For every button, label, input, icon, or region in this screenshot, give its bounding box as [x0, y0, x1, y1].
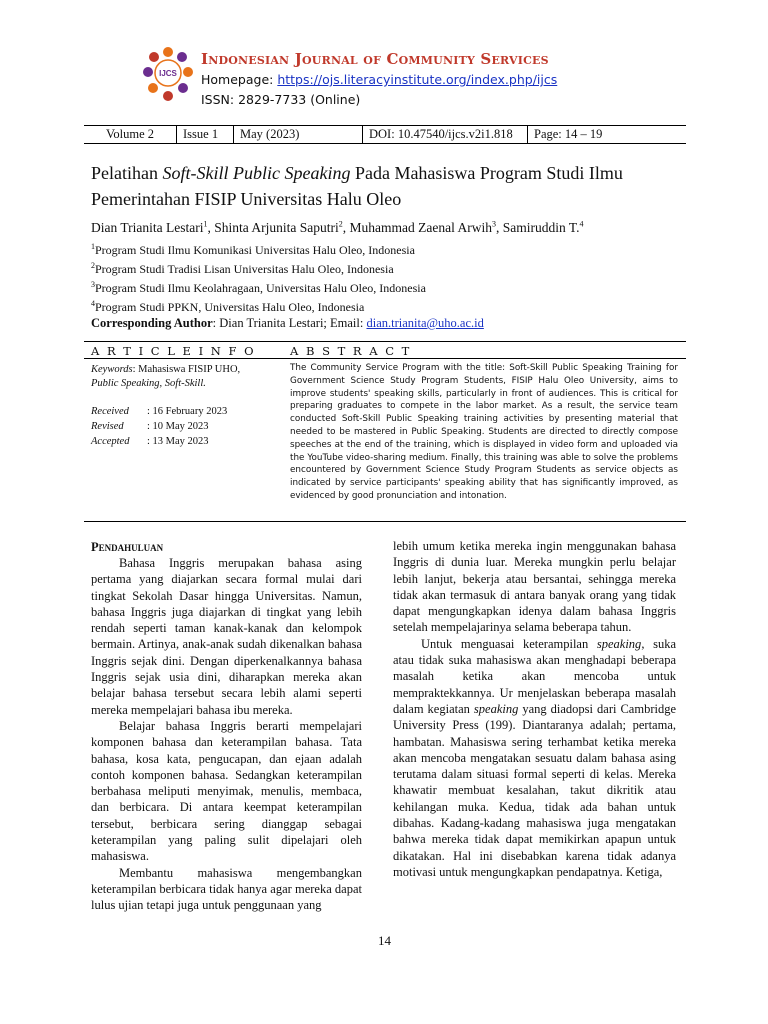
date-accepted: Accepted : 13 May 2023	[91, 436, 209, 447]
title-part: Pelatihan	[91, 163, 163, 183]
divider-top	[84, 341, 686, 342]
title-italic: Soft-Skill Public Speaking	[162, 163, 351, 183]
date-received: Received : 16 February 2023	[91, 406, 228, 417]
doi: DOI: 10.47540/ijcs.v2i1.818	[363, 126, 528, 144]
article-info-heading: A R T I C L E I N F O	[91, 344, 256, 358]
paragraph: lebih umum ketika mereka ingin menggunakan bahasa Inggris di dunia luar. Mereka mungkin perlu belajar lebih lanjut, bekerja atau bersantai, sehingga mereka tidak akan termasuk di antara banyak orang yang tidak dapat mengungkapkan idenya dalam bahasa Inggris setelah mempelajarinya selama beberapa tahun.	[393, 539, 676, 635]
abstract-text: The Community Service Program with the title: Soft-Skill Public Speaking Training for Government Science Study Program Students, FISIP Halu Oleo University, aims to improve students' speaking skills, particularly in front of audiences. This is critical for preparing graduates to compete in the labor market. As a result, the service team conducted Soft-Skill Public Speaking training activities by presenting material that needed to be mastered in Public Speaking. Students are directed to directly compose speeches at the end of the training, which is displayed in video form and uploaded via the YouTube video-sharing medium. Finally, this training was able to solve the problems encountered by Government Science Study Program Students as service objects as indicated by service participants' speaking ability that has significantly improved, as evidenced by good pronunciation and intonation.	[290, 363, 678, 501]
title-part: Pada Mahasiswa Program Studi Ilmu Pemerintahan FISIP Universitas Halu Oleo	[91, 163, 623, 209]
homepage-link[interactable]: https://ojs.literacyinstitute.org/index.php/ijcs	[277, 72, 558, 87]
volume: Volume 2	[84, 126, 177, 144]
corresponding-email-link[interactable]: dian.trianita@uho.ac.id	[366, 316, 484, 330]
right-column	[393, 538, 676, 880]
abstract-heading: A B S T R A C T	[290, 344, 412, 358]
author: Samiruddin T.$^4$	[502, 219, 584, 235]
divider-bottom	[84, 521, 686, 522]
keywords: Keywords: Mahasiswa FISIP UHO,	[91, 364, 241, 375]
journal-title: Indonesian Journal of Community Services	[201, 50, 549, 68]
issue-meta-table	[84, 125, 686, 144]
issn: ISSN: 2829-7733 (Online)	[201, 92, 361, 107]
keywords-line2: Public Speaking, Soft-Skill.	[91, 378, 206, 389]
paragraph: Bahasa Inggris merupakan bahasa asing pertama yang diajarkan secara formal mulai dari tingkat Sekolah Dasar hingga Universitas. Namun, bahasa Inggris juga diajarkan di tingkat yang lebih rendah seperti taman kanak-kanak dan kelompok bermain. Artinya, anak-anak sudah dikenalkan bahasa Inggris sejak dini. Dengan diperkenalkannya bahasa Inggris sejak usia dini, diharapkan mereka akan belajar bahasa tersebut secara lebih alami seperti mereka mempelajari bahasa ibu mereka.	[91, 556, 362, 717]
date: May (2023)	[234, 126, 363, 144]
authors	[91, 219, 583, 236]
author: Muhammad Zaenal Arwih$^3$,	[349, 219, 503, 235]
section-heading: Pendahuluan	[91, 540, 164, 554]
journal-logo	[143, 46, 193, 104]
logo-text: IJCS	[159, 69, 177, 78]
issue: Issue 1	[177, 126, 234, 144]
article-title	[91, 160, 691, 212]
homepage-label: Homepage:	[201, 72, 278, 87]
pages: Page: 14 – 19	[528, 126, 687, 144]
affiliation: $^2$Program Studi Tradisi Lisan Universitas Halu Oleo, Indonesia	[91, 261, 394, 276]
date-revised: Revised : 10 May 2023	[91, 421, 209, 432]
author: Shinta Arjunita Saputri$^2$,	[214, 219, 350, 235]
affiliation: $^1$Program Studi Ilmu Komunikasi Universitas Halu Oleo, Indonesia	[91, 242, 415, 257]
affiliation: $^3$Program Studi Ilmu Keolahragaan, Universitas Halu Oleo, Indonesia	[91, 280, 426, 295]
homepage-line	[201, 72, 557, 87]
paragraph: Belajar bahasa Inggris berarti mempelajari komponen bahasa dan keterampilan bahasa. Tata bahasa, kosa kata, pengucapan, dan ejaan adalah contoh komponen bahasa. Sedangkan keterampilan berbahasa meliputi menyimak, menulis, membaca, dan berbicara. Di antara keempat keterampilan tersebut, berbicara sering dianggap sebagai keterampilan yang paling sulit dipelajari oleh mahasiswa.	[91, 718, 362, 864]
divider-mid	[84, 358, 686, 359]
paragraph: Membantu mahasiswa mengembangkan keterampilan berbicara tidak hanya agar mereka dapat lulus ujian tetapi juga untuk penggunaan yang	[91, 865, 362, 913]
left-column	[91, 555, 362, 914]
paragraph: Untuk menguasai keterampilan speaking, suka atau tidak suka mahasiswa akan menghadapi beberapa masalah ketika akan mencoba untuk mempraktekkannya. Ur menjelaskan beberapa masalah dalam kegiatan speaking yang diadopsi dari Cambridge University Press (199). Diantaranya adalah; pertama, hambatan. Mahasiswa sering terhambat ketika mereka akan mencoba mengatakan sesuatu dalam bahasa asing terutama dalam situasi formal seperti di kelas. Mereka khawatir membuat kesalahan, takut dikritik atau kehilangan muka. Kedua, tidak ada bahan untuk dibahas. Kadang-kadang mahasiswa juga mengatakan bahwa mereka tidak dapat memikirkan apapun untuk dikatakan. Hal ini disebabkan karena tidak adanya motivasi untuk mengungkapkan pendapatnya. Ketiga,	[393, 636, 676, 879]
corresponding-author: Corresponding Author: Dian Trianita Lestari; Email: dian.trianita@uho.ac.id	[91, 316, 484, 330]
affiliation: $^4$Program Studi PPKN, Universitas Halu Oleo, Indonesia	[91, 299, 365, 314]
page-number: 14	[378, 933, 391, 948]
author: Dian Trianita Lestari$^1$,	[91, 219, 215, 235]
